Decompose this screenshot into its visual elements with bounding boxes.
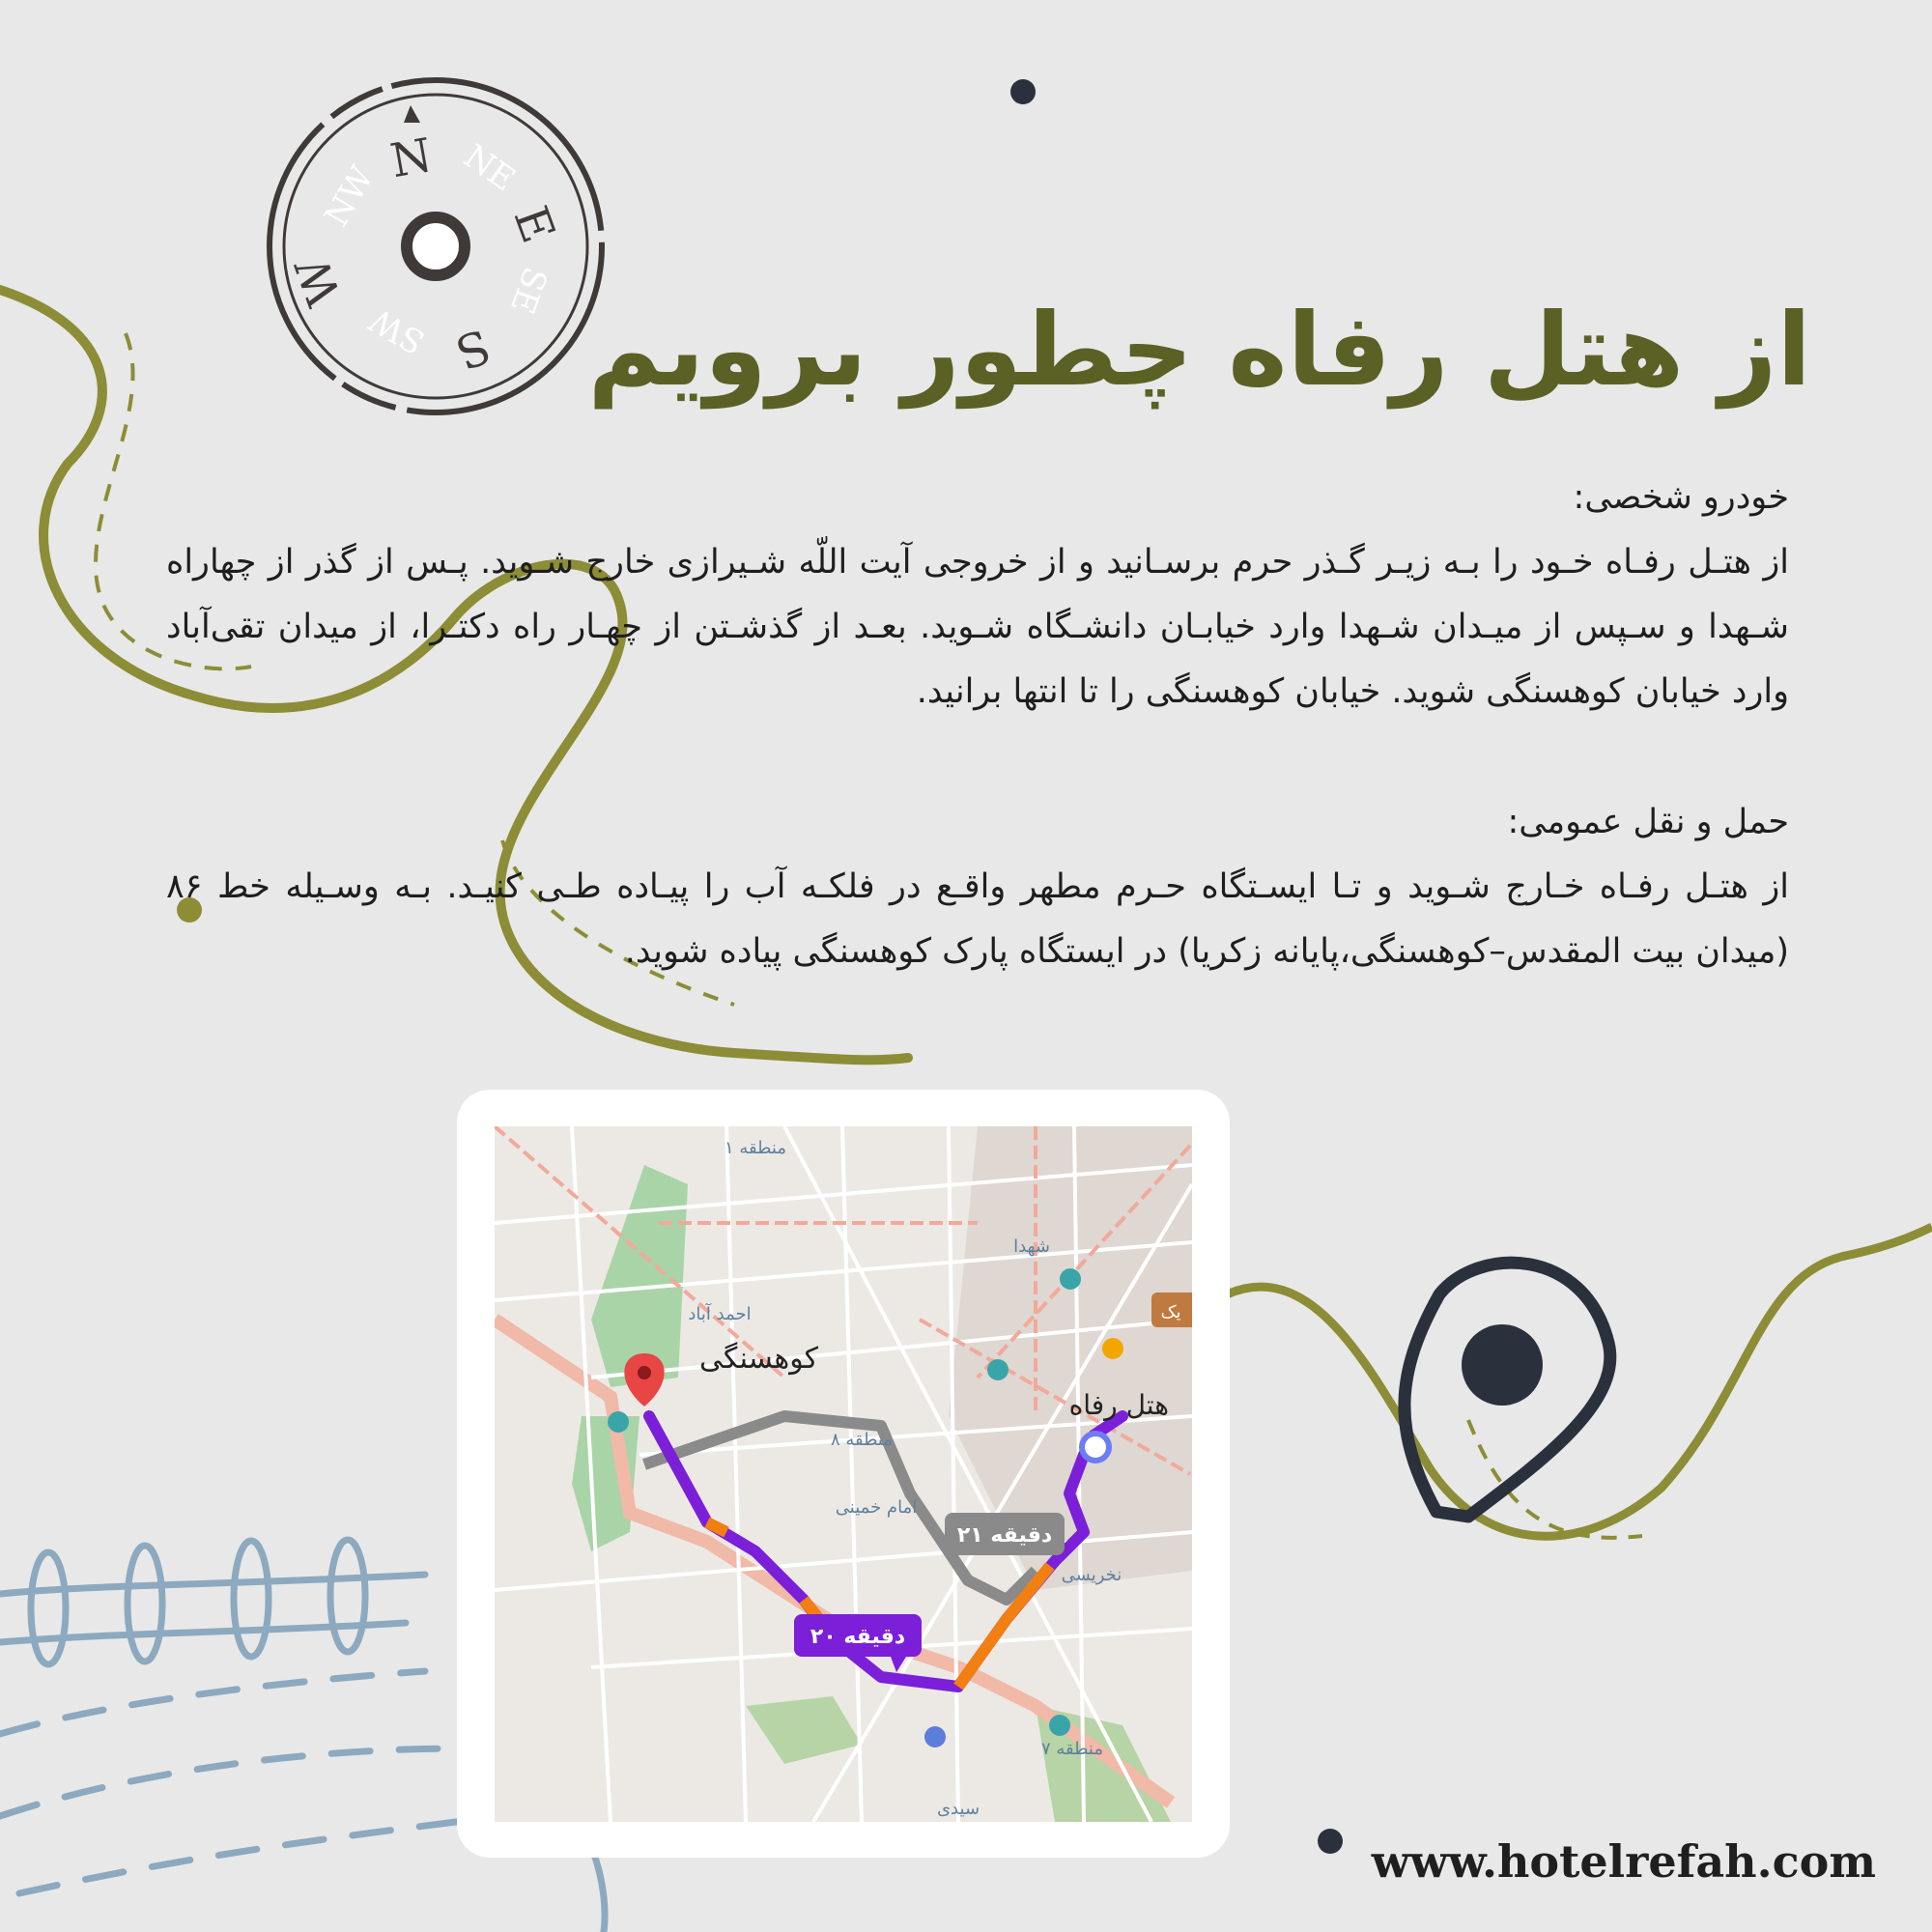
section-body: از هتـل رفـاه خـارج شـوید و تـا ایسـتگاه حـرم مطهر واقـع در فلکـه آب را پیـاده طـی کنیـد. بـه وسـیله خط ۸۶ (میدان بیت المقدس–کوهسنگی،پایانه زکریا) در ایستگاه پارک کوهسنگی پیاده شوید. (166, 867, 1789, 971)
svg-text:W: W (285, 249, 353, 313)
section-heading: خودرو شخصی: (1573, 478, 1789, 517)
svg-text:S: S (448, 318, 497, 380)
map-label: نخریسی (1061, 1565, 1122, 1585)
svg-text:NE: NE (456, 137, 523, 200)
poi-icon (1049, 1715, 1070, 1736)
partial-poi-label (1151, 1293, 1192, 1327)
origin-label: هتل رفاه (1068, 1389, 1169, 1421)
route-map-card (457, 1090, 1230, 1858)
poi-icon (1102, 1338, 1123, 1359)
map-label: منطقه ۱ (724, 1138, 786, 1158)
svg-text:N: N (386, 128, 437, 189)
svg-text:SW: SW (363, 299, 432, 362)
compass-icon (270, 80, 602, 412)
poi-icon (1060, 1268, 1081, 1290)
map-label: سیدی (936, 1799, 980, 1819)
poi-icon (924, 1726, 946, 1747)
map-label: امام خمینی (835, 1497, 918, 1518)
route-time-badge-alt (945, 1513, 1065, 1555)
svg-text:E: E (502, 199, 566, 250)
poi-icon (608, 1411, 629, 1433)
route-map (495, 1126, 1192, 1822)
origin-marker-icon (1082, 1434, 1109, 1461)
map-label: احمد آباد (688, 1304, 752, 1324)
poi-icon (987, 1359, 1009, 1380)
svg-text:۲۱ دقیقه: ۲۱ دقیقه (956, 1523, 1053, 1548)
section-public-transport (166, 790, 1789, 984)
section-private-car (166, 466, 1789, 724)
svg-text:NW: NW (317, 159, 383, 234)
section-body: از هتـل رفـاه خـود را بـه زیـر گـذر حرم برسـانید و از خروجی آیت اللّه شـیرازی خارج شـوید. پـس از گذر از چهاراه شـهدا و سـپس از میـدان شـهدا وارد خیابـان دانشـگاه شـوید. بعـد از گذشـتن از چهـار راه دکتـرا، از میدان تقی‌آباد وارد خیابان کوهسنگی شوید. خیابان کوهسنگی را تا انتها برانید. (166, 543, 1789, 711)
dot-decoration (1010, 79, 1036, 104)
section-heading: حمل و نقل عمومی: (1507, 803, 1789, 841)
dot-decoration (1318, 1829, 1343, 1854)
website-url[interactable]: www.hotelrefah.com (1371, 1835, 1876, 1888)
svg-text:SE: SE (501, 261, 554, 319)
svg-text:یک: یک (1160, 1302, 1181, 1322)
svg-text:۲۰ دقیقه: ۲۰ دقیقه (810, 1625, 906, 1649)
map-label: منطقه ۷ (1041, 1739, 1103, 1759)
destination-label: کوهسنگی (699, 1342, 818, 1376)
map-label: منطقه ۸ (831, 1430, 893, 1450)
page-title: از هتل رفاه چطور برویم (587, 291, 1811, 409)
map-label: شهدا (1013, 1236, 1050, 1257)
